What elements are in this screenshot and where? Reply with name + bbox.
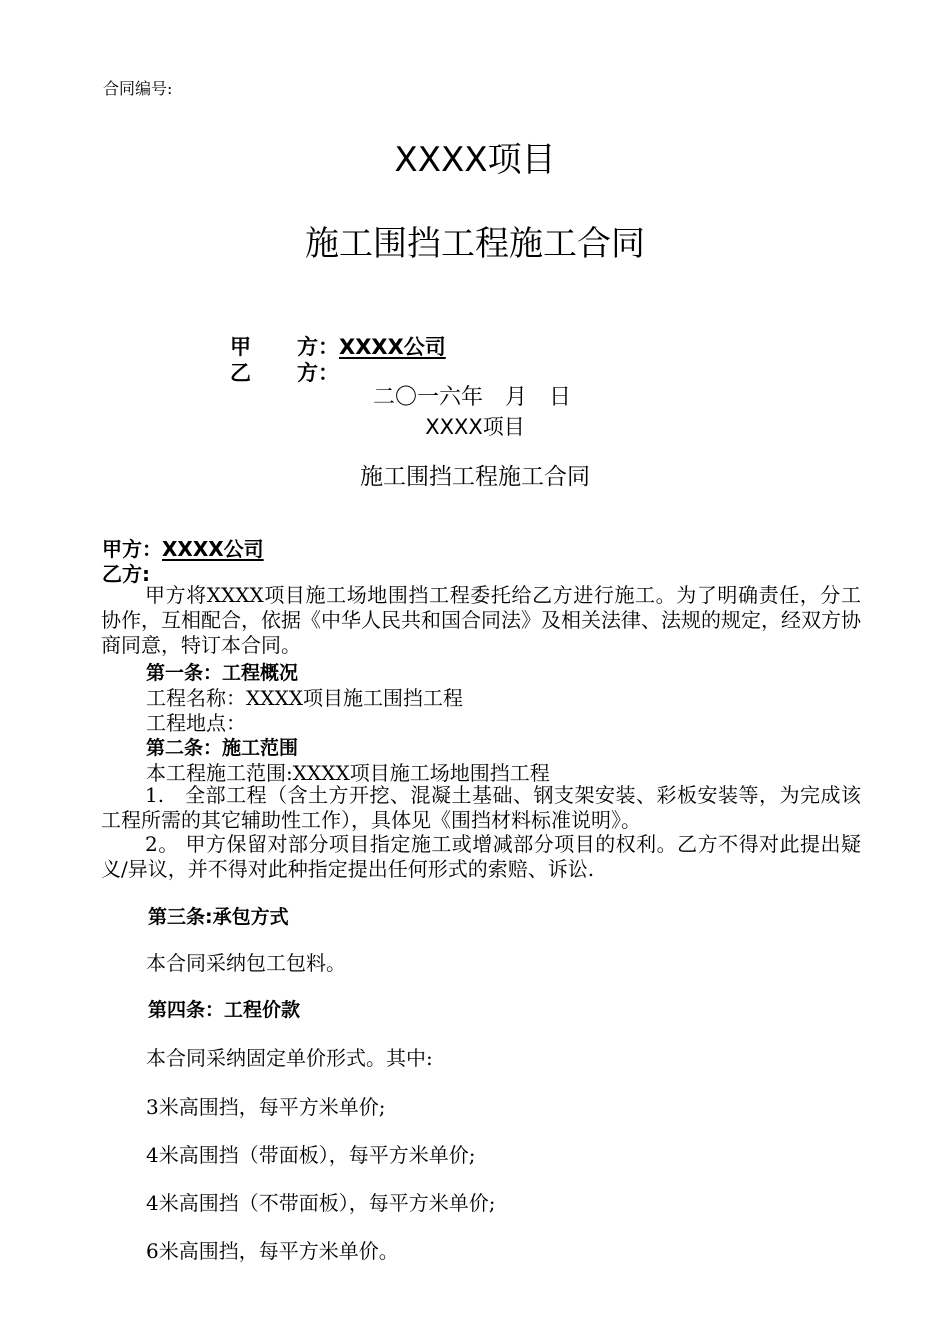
contract-number-label: 合同编号: — [103, 79, 173, 98]
cover-party-b-label: 乙 — [230, 361, 251, 385]
cover-party-a-name: XXXX公司 — [339, 335, 446, 359]
cover-date: 二〇一六年 月 日 — [373, 385, 572, 410]
body-party-a-name: XXXX公司 — [162, 537, 264, 561]
project-name: 工程名称：XXXX项目施工围挡工程 — [146, 686, 463, 710]
cover-title-contract: 施工围挡工程施工合同 — [305, 224, 645, 264]
project-location: 工程地点： — [146, 711, 246, 735]
price-form-text: 本合同采纳固定单价形式。其中: — [146, 1046, 433, 1070]
body-party-a-prefix: 甲方： — [102, 537, 162, 561]
cover-title-project: XXXX项目 — [394, 140, 556, 180]
section-3-heading: 第三条:承包方式 — [148, 906, 289, 928]
body-title-project: XXXX项目 — [425, 415, 525, 439]
cover-party-a-label: 甲 — [230, 335, 251, 359]
scope-item-1: 1. 全部工程（含土方开挖、混凝土基础、钢支架安装、彩板安装等，为完成该工程所需的其它辅助性工作），具体见《围挡材料标准说明》。 — [101, 783, 861, 832]
price-item: 4米高围挡（带面板），每平方米单价; — [146, 1143, 476, 1167]
price-item: 4米高围挡（不带面板），每平方米单价; — [146, 1191, 496, 1215]
body-party-b: 乙方: — [102, 562, 150, 586]
contract-mode-text: 本合同采纳包工包料。 — [146, 951, 346, 975]
price-item: 6米高围挡，每平方米单价。 — [146, 1239, 399, 1263]
cover-party-a-fang: 方： — [297, 335, 339, 359]
body-title-contract: 施工围挡工程施工合同 — [360, 464, 590, 490]
cover-party-b-fang: 方： — [297, 361, 339, 385]
intro-paragraph: 甲方将XXXX项目施工场地围挡工程委托给乙方进行施工。为了明确责任，分工协作，互相配合，依据《中华人民共和国合同法》及相关法律、法规的规定，经双方协商同意，特订本合同。 — [101, 583, 861, 657]
section-2-heading: 第二条：施工范围 — [146, 737, 299, 759]
section-4-heading: 第四条：工程价款 — [148, 999, 301, 1021]
scope-text: 本工程施工范围:XXXX项目施工场地围挡工程 — [146, 761, 550, 785]
section-1-heading: 第一条：工程概况 — [146, 662, 299, 684]
price-item: 3米高围挡，每平方米单价; — [146, 1095, 386, 1119]
scope-item-2: 2。 甲方保留对部分项目指定施工或增减部分项目的权利。乙方不得对此提出疑义/异议，并不得对此种指定提出任何形式的索赔、诉讼. — [101, 832, 861, 881]
